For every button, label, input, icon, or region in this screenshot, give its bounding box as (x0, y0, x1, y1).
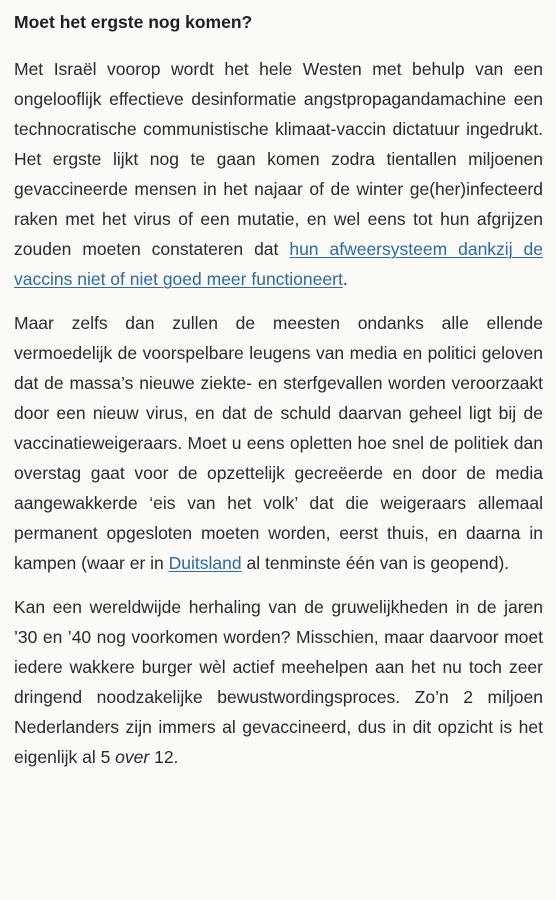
paragraph-2-end: al tenminste één van is geopend). (241, 553, 510, 573)
paragraph-3-text: Kan een wereldwijde herhaling van de gruwelijkheden in de jaren ’30 en ’40 nog voorkomen worden? Misschien, maar daarvoor moet iedere wakkere burger wèl actief meehelpen aan het nu toch zeer dringend noodzakelijke bewustwordingsproces. Zo’n 2 miljoen Nederlanders zijn immers al gevaccineerd, dus in dit opzicht is het eigenlijk al 5 (14, 597, 543, 767)
paragraph-2 (14, 308, 543, 578)
paragraph-1-end: . (342, 269, 348, 289)
paragraph-1-text: Met Israël voorop wordt het hele Westen met behulp van een ongelooflijk effectieve desinformatie angstpropagandamachine een technocratische communistische klimaat-vaccin dictatuur ingedrukt. Het ergste lijkt nog te gaan komen zodra tientallen miljoenen gevaccineerde mensen in het najaar of de winter ge(her)infecteerd raken met het virus of een mutatie, en wel eens tot hun afgrijzen zouden moeten constateren dat (14, 59, 543, 259)
paragraph-3-italic: over (115, 747, 150, 767)
paragraph-2-text: Maar zelfs dan zullen de meesten ondanks alle ellende vermoedelijk de voorspelbare leugens van media en politici geloven dat de massa’s nieuwe ziekte- en sterfgevallen worden veroorzaakt door een nieuw virus, en dat de schuld daarvan geheel ligt bij de vaccinatieweigeraars. Moet u eens opletten hoe snel de politiek dan overstag gaat voor de opzettelijk gecreëerde en door de media aangewakkerde ‘eis van het volk’ dat die weigeraars allemaal permanent opgesloten moeten worden, eerst thuis, en daarna in kampen (waar er in (14, 313, 543, 573)
duitsland-link[interactable]: Duitsland (168, 553, 242, 573)
vaccine-immune-system-link[interactable]: hun afweersysteem dankzij de vaccins niet of niet goed meer functioneert (14, 239, 543, 289)
article-heading: Moet het ergste nog komen? (14, 12, 253, 32)
paragraph-3 (14, 592, 543, 772)
paragraph-1 (14, 54, 543, 294)
paragraph-3-end: 12. (149, 747, 179, 767)
